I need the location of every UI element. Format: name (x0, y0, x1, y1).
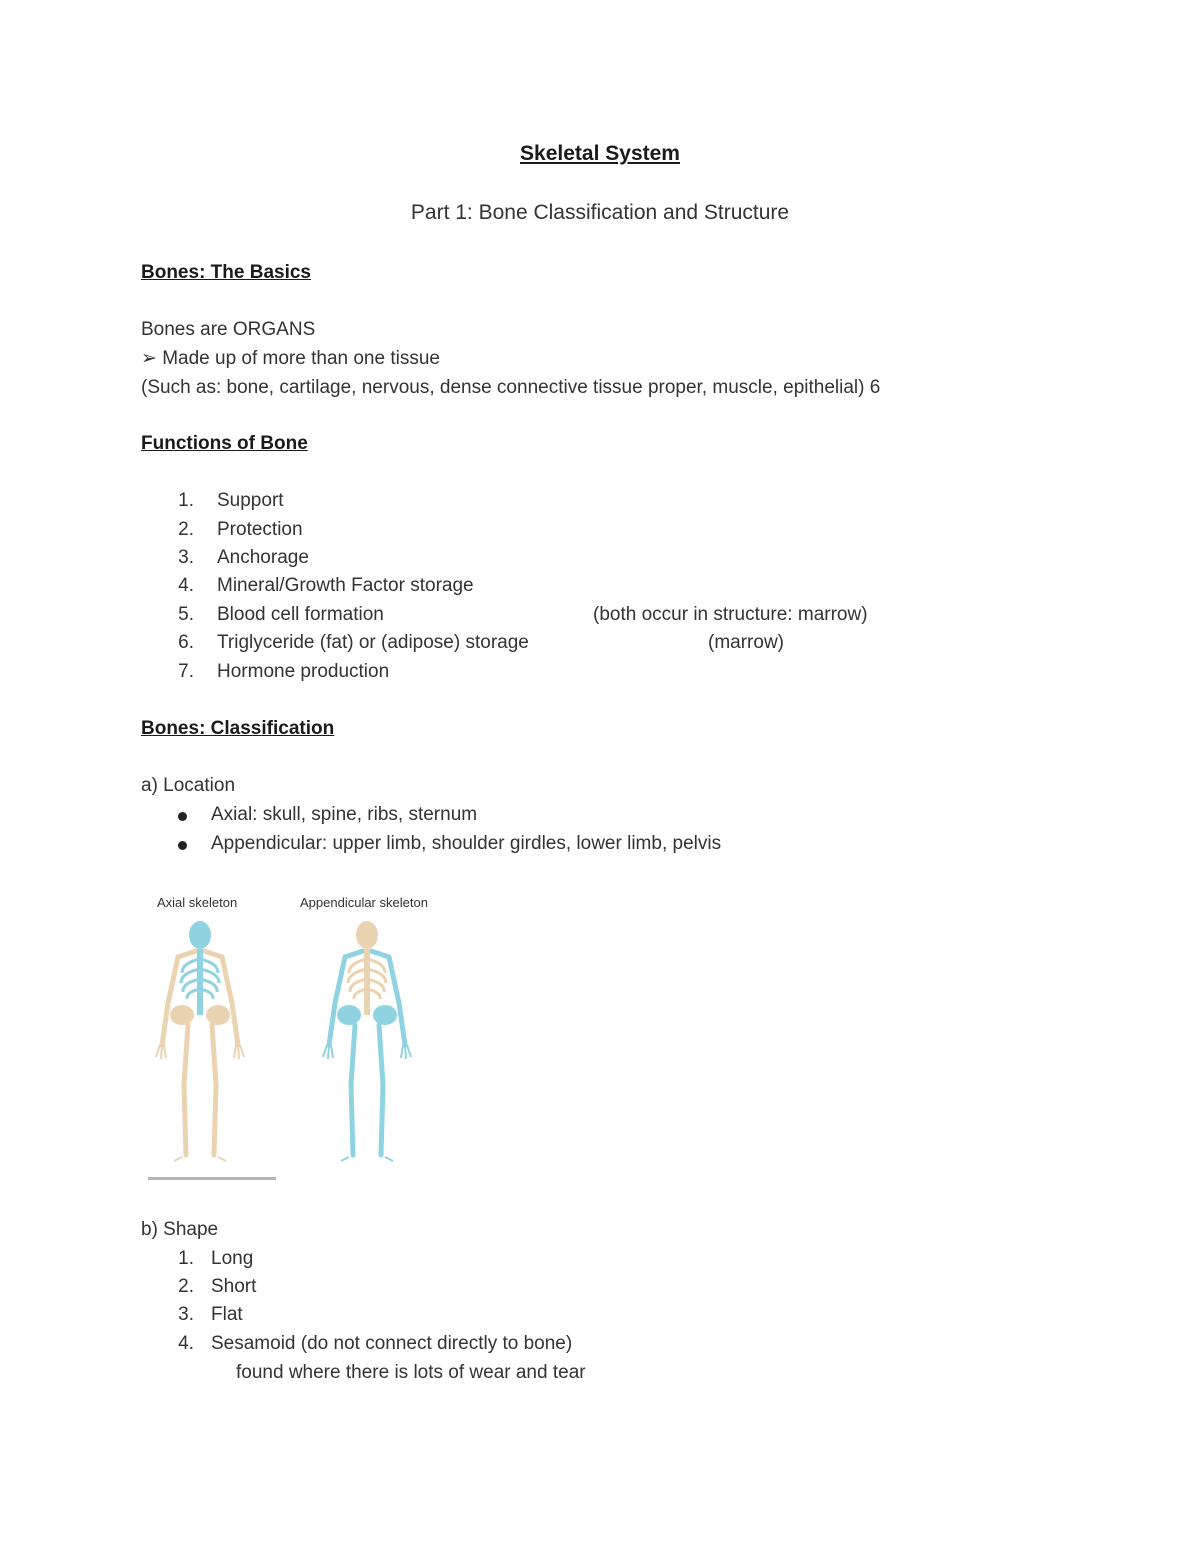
list-item-note: (marrow) (708, 632, 784, 653)
list-number: 1. (178, 490, 194, 511)
bullet-icon (178, 812, 187, 821)
figure-label-appendicular: Appendicular skeleton (300, 895, 428, 910)
figure-caption-line (148, 1177, 276, 1180)
list-item: Mineral/Growth Factor storage (217, 575, 474, 596)
list-number: 3. (178, 1304, 194, 1325)
list-number: 3. (178, 547, 194, 568)
figure-label-axial: Axial skeleton (157, 895, 238, 910)
skeleton-figure (140, 915, 440, 1185)
list-number: 2. (178, 1276, 194, 1297)
document-title: Skeletal System (520, 142, 680, 165)
list-number: 6. (178, 632, 194, 653)
document-subtitle: Part 1: Bone Classification and Structure (410, 201, 790, 224)
axial-skeleton-image (156, 921, 244, 1161)
shape-label: b) Shape (141, 1219, 219, 1240)
list-item: Anchorage (217, 547, 309, 568)
location-item-appendicular: Appendicular: upper limb, shoulder girdles, lower limb, pelvis (211, 833, 722, 854)
list-item: Blood cell formation (217, 604, 384, 625)
appendicular-skeleton-image (323, 921, 411, 1161)
sesamoid-note: found where there is lots of wear and tear (236, 1362, 586, 1383)
location-label: a) Location (141, 775, 236, 796)
basics-line-organs: Bones are ORGANS (141, 319, 316, 340)
list-item: Flat (211, 1304, 243, 1325)
list-item-note: (both occur in structure: marrow) (593, 604, 868, 625)
list-number: 2. (178, 519, 194, 540)
list-item: Triglyceride (fat) or (adipose) storage (217, 632, 529, 653)
list-number: 4. (178, 1333, 194, 1354)
list-number: 1. (178, 1248, 194, 1269)
list-number: 4. (178, 575, 194, 596)
list-number: 5. (178, 604, 194, 625)
section-heading-classification: Bones: Classification (141, 718, 335, 739)
basics-line-examples: (Such as: bone, cartilage, nervous, dense connective tissue proper, muscle, epithelial) 6 (141, 377, 881, 398)
basics-line-tissue: ➢ Made up of more than one tissue (141, 348, 440, 369)
section-heading-basics: Bones: The Basics (141, 262, 311, 283)
bullet-icon (178, 841, 187, 850)
location-item-axial: Axial: skull, spine, ribs, sternum (211, 804, 478, 825)
list-item: Short (211, 1276, 257, 1297)
list-item: Protection (217, 519, 303, 540)
section-heading-functions: Functions of Bone (141, 433, 308, 454)
list-number: 7. (178, 661, 194, 682)
list-item: Hormone production (217, 661, 390, 682)
list-item: Long (211, 1248, 254, 1269)
list-item: Sesamoid (do not connect directly to bone) (211, 1333, 573, 1354)
list-item: Support (217, 490, 284, 511)
